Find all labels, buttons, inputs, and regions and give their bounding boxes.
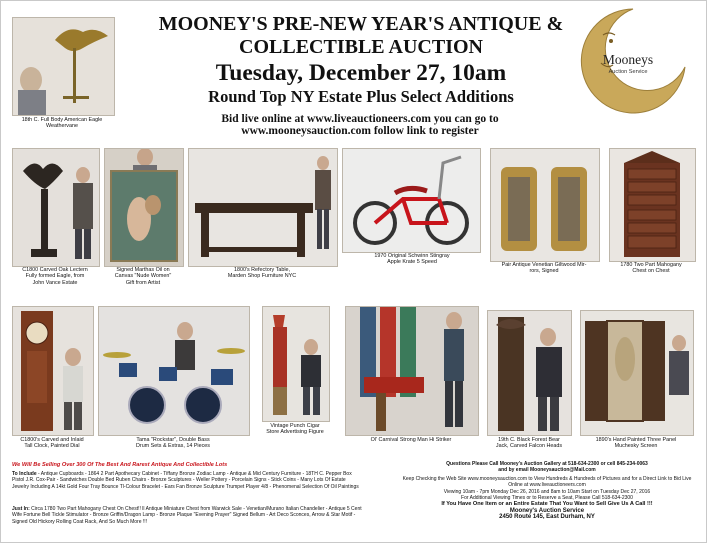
viewing-line: Viewing 10am - 7pm Monday Dec 26, 2016 and 8am to 10am Start on Tuesday Dec 27, 2016 bbox=[443, 488, 651, 495]
just-in-label: Just In: bbox=[12, 506, 30, 512]
caption-schwinn-stingray: 1970 Original Schwinn Stingray Apple Krate 5 Speed bbox=[374, 253, 450, 266]
tall-clock-image bbox=[13, 307, 93, 435]
company-line: Mooney's Auction Service bbox=[509, 507, 585, 514]
chest-on-chest-image bbox=[610, 149, 695, 261]
auction-date: Tuesday, December 27, 10am bbox=[215, 60, 507, 86]
photo-venetian-mirrors bbox=[490, 148, 600, 262]
photo-tall-clock bbox=[12, 306, 94, 436]
lots-headline: We Will Be Selling Over 300 Of The Best And Rarest Antique And Collectible Lots bbox=[12, 462, 228, 468]
logo-tagline: Auction Service bbox=[608, 69, 648, 75]
logo-name: Mooneys bbox=[602, 52, 654, 67]
venetian-mirrors-image bbox=[491, 149, 599, 261]
bid-online-line2: www.mooneysauction.com follow link to register bbox=[241, 125, 479, 137]
strong-man-striker-image bbox=[346, 307, 478, 435]
caption-nude-painting: Signed Marthas Oil on Canvas "Nude Women" Gift from Artist bbox=[114, 267, 172, 286]
just-in-text bbox=[12, 506, 362, 525]
caption-muchesky-screen: 1890's Hand Painted Three Panel Muchesky Screen bbox=[595, 437, 677, 450]
email-line: and by email Mooneysauction@Mail.com bbox=[498, 467, 596, 474]
just-in-list: Circa 1780 Two Part Mahogany Chest On Chest!! ll Antique Miniature Chest from Warwick Sale - Venetian/Murano Italian Chandelier - Antique 5 Cent Wife Fortune Bell Tickle Stimulator - Bronze Griffin/Dragon Lamp - Bronze Plaque "Evening Prayer" Signed Bellum - Art Deco Sconces, Arrow & Star Motif - Signed Old Hickory Rolling Coat Rack, And So Much More !!! bbox=[12, 506, 362, 525]
address-line: 2450 Route 145, East Durham, NY bbox=[499, 514, 595, 521]
bear-jack-image bbox=[488, 311, 571, 435]
caption-drum-set: Tama "Rockstar", Double Bass Drum Sets & Extras, 14 Pieces bbox=[136, 437, 210, 450]
website-line[interactable]: Keep Checking the Web Site www.mooneysauction.com to View Hundreds & Hundreds of Pictures and for a Direct Link to Bid Live Online at www.liveauctioneers.com bbox=[402, 475, 692, 489]
caption-eagle-weathervane: 18th C. Full Body American Eagle Weathervane bbox=[21, 117, 103, 130]
photo-muchesky-screen bbox=[580, 310, 694, 436]
caption-bear-jack: 19th C. Black Forest Bear Jack, Carved Falcon Heads bbox=[495, 437, 563, 450]
refectory-table-image bbox=[189, 149, 337, 266]
caption-venetian-mirrors: Pair Antique Venetian Giltwood Mir- rors, Signed bbox=[501, 262, 587, 275]
caption-oak-lectern: C1800 Carved Oak Lectern Fully formed Eagle, from John Vance Estate bbox=[22, 267, 88, 286]
auction-title-line2: COLLECTIBLE AUCTION bbox=[239, 36, 483, 58]
photo-strong-man-striker bbox=[345, 306, 479, 436]
bid-online-line1: Bid live online at www.liveauctioneers.com you can go to bbox=[221, 113, 499, 125]
caption-chest-on-chest: 1780 Two Part Mahogany Chest on Chest bbox=[620, 262, 682, 275]
photo-nude-painting bbox=[104, 148, 184, 267]
photo-eagle-weathervane bbox=[12, 17, 115, 116]
questions-line: Questions Please Call Mooney's Auction Gallery at 518-634-2300 or cell 845-234-0063 bbox=[446, 461, 648, 467]
include-list: - Antique Cupboards - 1864 2 Part Apothecary Cabinet - Tiffany Bronze Zodiac Lamp - Antique & Mid Century Furniture - 18TH C. Pepper Box Pistol J.R. Cox-Pair - Sandwiches Double Bed Ruben Chairs - Bronze Sculptures - Weller Pottery - Porcelain Signs - Stick Coins - Many Lots Of Estate Jewelry Including A 14kt Gold Four Tray Bounce Tl-Colour Bracelet - Ears Fan Bronze Sculpture Trumpet Player 4/8 - Phenomenal Selection Of Oil Paintings bbox=[12, 471, 359, 490]
estate-line: If You Have One Item or an Entire Estate That You Want to Sell Give Us A Call !!! bbox=[441, 501, 653, 508]
auction-subtitle: Round Top NY Estate Plus Select Additions bbox=[208, 87, 514, 106]
photo-drum-set bbox=[98, 306, 250, 436]
oak-lectern-image bbox=[13, 149, 99, 266]
caption-cigar-figure: Vintage Punch Cigar Store Advertising Figure bbox=[266, 423, 324, 436]
auction-title-line1: MOONEY'S PRE-NEW YEAR'S ANTIQUE & bbox=[158, 13, 564, 35]
photo-chest-on-chest bbox=[609, 148, 696, 262]
contact-block bbox=[400, 461, 694, 521]
include-text bbox=[12, 471, 362, 490]
eagle-weathervane-image bbox=[13, 18, 114, 115]
additional-line: For Additional Viewing Times or to Reserve a Seat, Please Call 518-634-2300 bbox=[461, 495, 633, 502]
schwinn-stingray-image bbox=[343, 149, 480, 252]
photo-oak-lectern bbox=[12, 148, 100, 267]
cigar-figure-image bbox=[263, 307, 329, 421]
muchesky-screen-image bbox=[581, 311, 693, 435]
nude-painting-image bbox=[105, 149, 183, 266]
caption-strong-man-striker: Ol' Carnival Strong Man Hi Striker bbox=[370, 437, 452, 443]
caption-refectory-table: 1800's Refectory Table, Marden Shop Furniture NYC bbox=[227, 267, 297, 280]
photo-schwinn-stingray bbox=[342, 148, 481, 253]
photo-bear-jack bbox=[487, 310, 572, 436]
photo-cigar-figure bbox=[262, 306, 330, 422]
drum-set-image bbox=[99, 307, 249, 435]
include-label: To Include bbox=[12, 471, 37, 477]
photo-refectory-table bbox=[188, 148, 338, 267]
caption-tall-clock: C1800's Carved and Inlaid Tall Clock, Painted Dial bbox=[20, 437, 84, 450]
